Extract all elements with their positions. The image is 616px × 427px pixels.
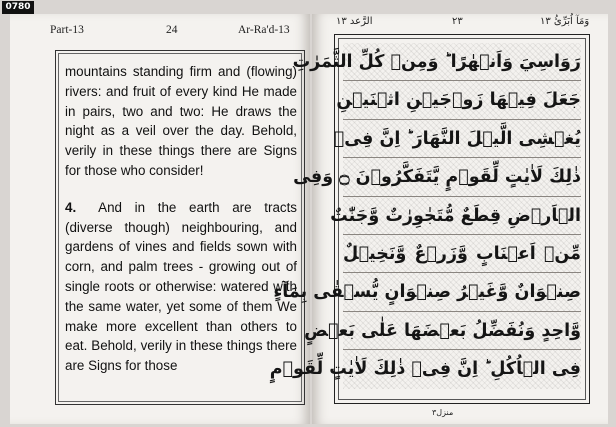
verse-number: 4. — [65, 199, 77, 215]
arabic-header-left: الرَّعد ١٣ — [336, 16, 373, 27]
arabic-text-box — [269, 34, 590, 404]
page-number: 24 — [166, 24, 178, 36]
arabic-line: فِى الۡاُكُلِ ؕ اِنَّ فِىۡ ذٰلِكَ لَاٰيٰتٍ لِّقَوۡمٍ — [343, 350, 581, 388]
arabic-line: يُغۡشِى الَّيۡلَ النَّهَارَ ؕ اِنَّ فِىۡ — [343, 120, 581, 158]
part-label: Part-13 — [50, 24, 84, 36]
arabic-line: صِنۡوَانٌ وَّغَيۡرُ صِنۡوَانٍ يُّسۡقٰى بِمَآءٍ — [343, 273, 581, 311]
arabic-page-number: ٢٣ — [452, 16, 463, 27]
arabic-header-right: وَمَآ اُبَرِّئُ ١٣ — [540, 16, 590, 27]
paragraph-2 — [65, 198, 297, 376]
arabic-line: مِّنۡ اَعۡنَابٍ وَّزَرۡعٌ وَّنَخِيۡلٌ — [343, 235, 581, 273]
arabic-line: رَوَاسِيَ وَاَنۡهٰرًا ؕ وَمِنۡ كُلِّ الثَّمَرٰتِ — [343, 43, 581, 81]
surah-label: Ar-Ra'd-13 — [238, 24, 290, 36]
arabic-frame — [269, 38, 586, 400]
paragraph-2-text: And in the earth are tracts (diverse though) neighbouring, and gardens of vines and fields sown with corn, and palm trees - growing out of single roots or otherwise: watered with the same water, yet some of them We make more excellent than others to eat. Behold, verily in these things there are Signs for those — [65, 199, 297, 374]
arabic-line: وَّاحِدٍ وَنُفَضِّلُ بَعۡضَهَا عَلٰى بَعۡضٍ — [343, 312, 581, 350]
paragraph-1 — [65, 62, 297, 181]
scan-label: 0780 — [2, 1, 34, 14]
right-page — [269, 14, 608, 424]
arabic-line: الۡاَرۡضِ قِطَعٌ مُّتَجٰوِرٰتٌ وَّجَنّٰتٌ — [343, 197, 581, 235]
left-page — [10, 14, 310, 424]
paragraph-1-text: mountains standing firm and (flowing) rivers: and fruit of every kind He made in pairs, two and two: He draws the night as a veil over the day. Behold, verily in these things there are Signs for those who consider! — [65, 64, 297, 178]
translation-box — [55, 50, 305, 405]
manzil-footer: منزل٣ — [432, 408, 454, 417]
translation-frame — [58, 53, 302, 402]
arabic-line: جَعَلَ فِيۡهَا زَوۡجَيۡنِ اثۡنَيۡنِ — [343, 81, 581, 119]
arabic-line: ذٰلِكَ لَاٰيٰتٍ لِّقَوۡمٍ يَّتَفَكَّرُوۡنَ ۝ وَفِى — [343, 158, 581, 196]
